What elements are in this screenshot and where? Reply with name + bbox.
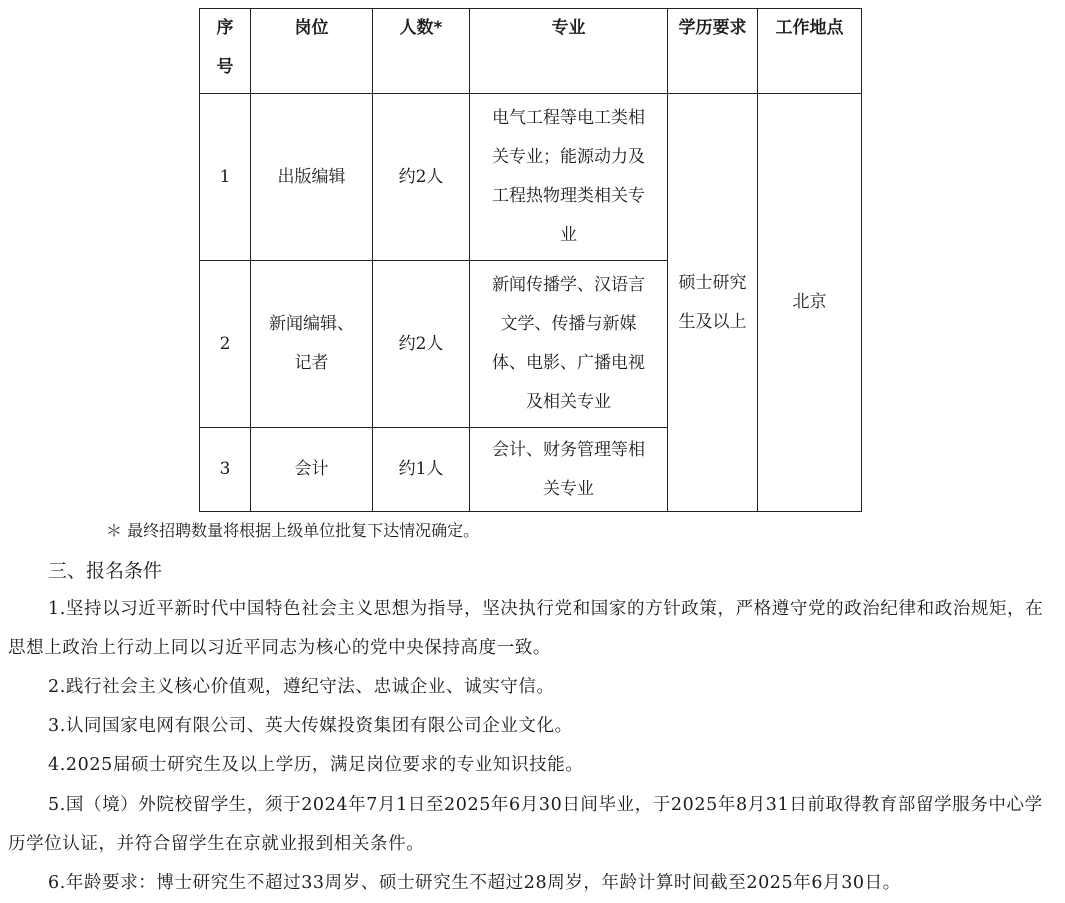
table-row (200, 94, 862, 261)
row-number: 1 (200, 94, 251, 261)
row-count: 约2人 (373, 94, 470, 261)
job-table (199, 8, 862, 512)
header-location: 工作地点 (758, 9, 862, 94)
requirement-paragraph: 2.践行社会主义核心价值观，遵纪守法、忠诚企业、诚实守信。 (48, 677, 555, 697)
row-count: 约2人 (373, 261, 470, 428)
row-count: 约1人 (373, 428, 470, 512)
header-count: 人数* (373, 9, 470, 94)
header-major: 专业 (470, 9, 668, 94)
header-post: 岗位 (251, 9, 373, 94)
requirement-paragraph: 5.国（境）外院校留学生，须于2024年7月1日至2025年6月30日间毕业，于2025年8月31日前取得教育部留学服务中心学历学位认证，并符合留学生在京就业报到相关条件。 (8, 795, 1043, 854)
row-number: 3 (200, 428, 251, 512)
requirement-paragraph: 3.认同国家电网有限公司、英大传媒投资集团有限公司企业文化。 (48, 716, 573, 736)
row-post: 新闻编辑、记者 (251, 261, 373, 428)
requirement-paragraph: 1.坚持以习近平新时代中国特色社会主义思想为指导，坚决执行党和国家的方针政策，严格遵守党的政治纪律和政治规矩，在思想上政治上行动上同以习近平同志为核心的党中央保持高度一致。 (8, 599, 1044, 658)
row-major: 会计、财务管理等相关专业 (470, 428, 668, 512)
section-title: 三、报名条件 (48, 560, 163, 582)
row-major: 电气工程等电工类相关专业；能源动力及工程热物理类相关专业 (470, 94, 668, 261)
table-header-row (200, 9, 862, 94)
work-location: 北京 (758, 94, 862, 512)
table-footnote: ＊ 最终招聘数量将根据上级单位批复下达情况确定。 (106, 521, 480, 540)
requirement-paragraph: 6.年龄要求：博士研究生不超过33周岁、硕士研究生不超过28周岁，年龄计算时间截至2025年6月30日。 (48, 873, 901, 893)
row-number: 2 (200, 261, 251, 428)
row-major: 新闻传播学、汉语言文学、传播与新媒体、电影、广播电视及相关专业 (470, 261, 668, 428)
row-post: 出版编辑 (251, 94, 373, 261)
requirement-paragraph: 4.2025届硕士研究生及以上学历，满足岗位要求的专业知识技能。 (48, 755, 584, 775)
header-education: 学历要求 (668, 9, 758, 94)
header-seq: 序号 (200, 9, 251, 94)
row-post: 会计 (251, 428, 373, 512)
education-requirement: 硕士研究生及以上 (668, 94, 758, 512)
